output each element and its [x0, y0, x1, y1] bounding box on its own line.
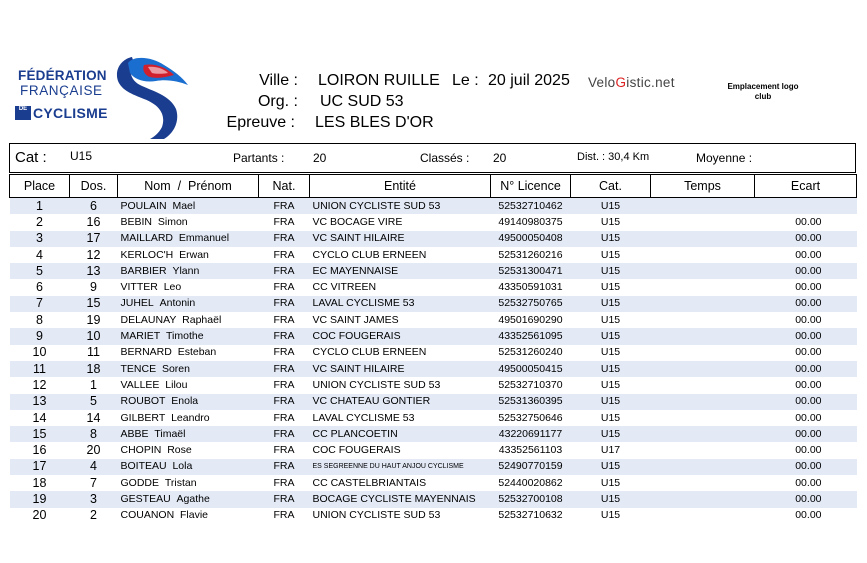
- cell-nat: FRA: [259, 426, 310, 442]
- cell-place: 14: [32, 410, 47, 425]
- cell-temps: [651, 410, 755, 426]
- cell-nom: BARBIER: [120, 264, 167, 277]
- cell-nat: FRA: [259, 459, 310, 475]
- cell-place: 13: [10, 394, 70, 410]
- cell-licence: 49500050408: [491, 231, 571, 247]
- cell-place: 10: [32, 345, 47, 360]
- cell-cat: U15: [600, 346, 621, 359]
- cell-nat: FRA: [259, 296, 310, 312]
- cell-nom-prenom: [118, 459, 259, 475]
- cell-cat: U15: [600, 313, 621, 326]
- cell-nat: FRA: [273, 476, 295, 489]
- partants-label: Partants :: [233, 151, 285, 165]
- col-header-licence: N° Licence: [491, 175, 571, 198]
- cell-nat: FRA: [273, 281, 295, 294]
- cell-entite: ES SEGREENNE DU HAUT ANJOU CYCLISME: [310, 459, 491, 475]
- cell-temps: [651, 345, 755, 361]
- table-header-row: [10, 175, 857, 198]
- table-row: [10, 475, 857, 491]
- cell-nom-prenom: [118, 247, 259, 263]
- cell-ecart: 00.00: [755, 328, 857, 344]
- cell-nat: FRA: [273, 378, 295, 391]
- cell-dos: 11: [87, 345, 100, 360]
- cell-ecart: 00.00: [755, 426, 857, 442]
- cell-nom: ROUBOT: [120, 395, 166, 408]
- distance-value: Dist. : 30,4 Km: [577, 151, 650, 163]
- cell-entite: COC FOUGERAIS: [312, 444, 401, 457]
- cell-ecart: 00.00: [795, 444, 822, 457]
- cell-nom-prenom: [118, 231, 259, 247]
- cell-licence: 52532710462: [491, 198, 571, 215]
- cell-prenom: Erwan: [179, 248, 209, 261]
- cell-nom: BOITEAU: [120, 460, 167, 473]
- cell-temps: [651, 296, 755, 312]
- table-row: [10, 377, 857, 393]
- cell-temps: [651, 361, 755, 377]
- col-header-nat: Nat.: [259, 175, 310, 198]
- cell-prenom: Leo: [163, 281, 182, 294]
- cell-ecart: 00.00: [755, 394, 857, 410]
- cell-place: 17: [10, 459, 70, 475]
- cell-entite: CYCLO CLUB ERNEEN: [312, 248, 427, 261]
- cell-nat: FRA: [259, 198, 310, 215]
- cell-place: 16: [32, 443, 47, 458]
- table-row: [10, 394, 857, 410]
- table-row: [10, 442, 857, 458]
- cell-place: 11: [10, 361, 70, 377]
- cell-place: 6: [36, 280, 43, 295]
- cell-temps: [651, 198, 755, 215]
- cell-nom: COUANON: [120, 509, 175, 522]
- col-header-entite: Entité: [310, 175, 491, 198]
- cell-ecart: [755, 198, 857, 215]
- cell-dos: 14: [86, 410, 101, 425]
- cell-prenom: Timothe: [166, 330, 204, 343]
- cell-dos: 8: [70, 426, 118, 442]
- cell-entite: VC SAINT JAMES: [312, 313, 399, 326]
- cell-ecart: 00.00: [795, 248, 822, 261]
- cell-prenom: Timaël: [154, 427, 186, 440]
- cell-cat: U17: [600, 444, 621, 457]
- cell-nom: MARIET: [120, 330, 161, 343]
- cell-nat: FRA: [259, 328, 310, 344]
- table-row: [10, 263, 857, 279]
- cell-temps: [651, 459, 755, 475]
- cell-licence: 52531360395: [491, 394, 571, 410]
- cell-prenom: Agathe: [176, 492, 210, 505]
- cell-ecart: 00.00: [795, 411, 822, 424]
- cell-nat: FRA: [259, 394, 310, 410]
- logo-line-de: DE: [15, 106, 31, 120]
- cell-nat: FRA: [259, 361, 310, 377]
- cell-place: 20: [32, 508, 47, 523]
- club-logo-placeholder: Emplacement logo club: [727, 82, 799, 101]
- cell-dos: 4: [70, 459, 118, 475]
- cell-nom-prenom: [118, 410, 259, 426]
- cell-entite: VC BOCAGE VIRE: [312, 215, 403, 228]
- cell-cat: U15: [571, 491, 651, 507]
- cell-nom: POULAIN: [120, 199, 167, 212]
- results-table: [9, 174, 857, 524]
- cell-dos: 16: [86, 214, 101, 229]
- cell-licence: 52490770159: [491, 459, 571, 475]
- org-label: Org. :: [257, 93, 298, 110]
- epreuve-value: LES BLES D'OR: [315, 114, 434, 131]
- cell-dos: 15: [70, 296, 118, 312]
- cell-nat: FRA: [273, 215, 295, 228]
- cell-place: 5: [10, 263, 70, 279]
- cell-prenom: Tristan: [164, 476, 197, 489]
- table-row: [10, 361, 857, 377]
- cat-label: Cat :: [15, 149, 47, 166]
- table-row: [10, 279, 857, 295]
- cell-nom-prenom: [118, 491, 259, 507]
- cell-place: 3: [10, 231, 70, 247]
- cell-dos: 12: [86, 247, 101, 262]
- cell-ecart: 00.00: [755, 491, 857, 507]
- cell-cat: U15: [571, 263, 651, 279]
- cell-nom: CHOPIN: [120, 444, 162, 457]
- cell-temps: [651, 442, 755, 458]
- cell-prenom: Emmanuel: [178, 232, 230, 245]
- cell-nom: GODDE: [120, 476, 160, 489]
- cell-cat: U15: [600, 509, 621, 522]
- cell-nat: FRA: [273, 411, 295, 424]
- cell-licence: 52531260216: [498, 248, 563, 261]
- cell-cat: U15: [571, 394, 651, 410]
- cell-nom-prenom: [118, 508, 259, 524]
- cell-temps: [651, 377, 755, 393]
- cell-licence: 52532750646: [498, 411, 563, 424]
- cell-dos: 6: [70, 198, 118, 215]
- cell-licence: 49500050415: [491, 361, 571, 377]
- cell-entite: VC CHATEAU GONTIER: [310, 394, 491, 410]
- cell-licence: 52532700108: [491, 491, 571, 507]
- cell-licence: 52440020862: [498, 476, 563, 489]
- cell-dos: 13: [70, 263, 118, 279]
- race-info-bar: [9, 143, 856, 173]
- cell-entite: COC FOUGERAIS: [310, 328, 491, 344]
- cell-nom-prenom: [118, 214, 259, 230]
- cell-nom-prenom: [118, 279, 259, 295]
- cell-ecart: 00.00: [795, 476, 822, 489]
- cell-licence: 52532750765: [491, 296, 571, 312]
- ville-label: Ville :: [259, 72, 298, 89]
- cell-nom: BERNARD: [120, 346, 172, 359]
- cell-place: 1: [10, 198, 70, 215]
- cell-place: 9: [10, 328, 70, 344]
- cell-dos: 5: [70, 394, 118, 410]
- cell-dos: 19: [86, 312, 101, 327]
- epreuve-label: Epreuve :: [226, 114, 295, 131]
- cell-entite: BOCAGE CYCLISTE MAYENNAIS: [310, 491, 491, 507]
- cell-temps: [651, 491, 755, 507]
- cell-entite: LAVAL CYCLISME 53: [312, 411, 415, 424]
- cell-nom-prenom: [118, 328, 259, 344]
- cell-nom-prenom: [118, 312, 259, 328]
- table-row: [10, 491, 857, 507]
- col-header-nom: Nom / Prénom: [118, 175, 259, 198]
- cell-cat: U15: [571, 296, 651, 312]
- cell-nom-prenom: [118, 394, 259, 410]
- classes-value: 20: [493, 151, 507, 165]
- cell-prenom: Raphaël: [182, 313, 222, 326]
- cell-licence: 49501690290: [498, 313, 563, 326]
- cell-ecart: 00.00: [795, 346, 822, 359]
- date-label: Le :: [452, 72, 479, 89]
- cell-entite: CC PLANCOETIN: [310, 426, 491, 442]
- cell-temps: [651, 231, 755, 247]
- cell-prenom: Ylann: [172, 264, 200, 277]
- cell-cat: U15: [571, 198, 651, 215]
- cell-nom: BEBIN: [120, 215, 153, 228]
- cell-entite: UNION CYCLISTE SUD 53: [312, 509, 441, 522]
- cell-ecart: 00.00: [755, 459, 857, 475]
- cell-nom: ABBE: [120, 427, 149, 440]
- cell-ecart: 00.00: [755, 361, 857, 377]
- cell-place: 18: [32, 475, 47, 490]
- cell-prenom: Esteban: [177, 346, 217, 359]
- cell-prenom: Lola: [172, 460, 193, 473]
- cell-temps: [651, 328, 755, 344]
- cell-temps: [651, 247, 755, 263]
- cell-temps: [651, 426, 755, 442]
- table-row: [10, 459, 857, 475]
- cell-prenom: Soren: [161, 362, 190, 375]
- cell-nat: FRA: [259, 491, 310, 507]
- cell-entite: CC CASTELBRIANTAIS: [312, 476, 427, 489]
- col-header-dos: Dos.: [70, 175, 118, 198]
- cell-nat: FRA: [273, 313, 295, 326]
- cell-dos: 17: [70, 231, 118, 247]
- cell-cat: U15: [571, 426, 651, 442]
- cell-prenom: Leandro: [171, 411, 210, 424]
- cell-cat: U15: [600, 411, 621, 424]
- cell-place: 19: [10, 491, 70, 507]
- cell-nom-prenom: [118, 377, 259, 393]
- cell-dos: 20: [86, 443, 101, 458]
- cell-cat: U15: [600, 476, 621, 489]
- cell-place: 4: [36, 247, 43, 262]
- cell-dos: 7: [90, 475, 97, 490]
- cell-temps: [651, 475, 755, 491]
- cell-licence: 43220691177: [491, 426, 571, 442]
- cell-entite: VC SAINT HILAIRE: [310, 231, 491, 247]
- ville-value: LOIRON RUILLE: [318, 72, 440, 89]
- cell-nat: FRA: [273, 444, 295, 457]
- cell-dos: 9: [90, 280, 97, 295]
- cell-dos: 18: [70, 361, 118, 377]
- cell-temps: [651, 508, 755, 524]
- col-header-place: Place: [10, 175, 70, 198]
- date-value: 20 juil 2025: [488, 72, 570, 89]
- cell-nom: VALLEE: [120, 378, 160, 391]
- cell-nom: DELAUNAY: [120, 313, 177, 326]
- cell-cat: U15: [571, 459, 651, 475]
- cell-cat: U15: [571, 231, 651, 247]
- cell-ecart: 00.00: [795, 215, 822, 228]
- cell-licence: 52531260240: [498, 346, 563, 359]
- partants-value: 20: [313, 151, 327, 165]
- cell-entite: UNION CYCLISTE SUD 53: [310, 198, 491, 215]
- cell-prenom: Antonin: [159, 297, 196, 310]
- cell-prenom: Simon: [157, 215, 188, 228]
- table-row: [10, 214, 857, 230]
- cell-place: 15: [10, 426, 70, 442]
- cell-entite: EC MAYENNAISE: [310, 263, 491, 279]
- cell-cat: U15: [571, 328, 651, 344]
- col-header-temps: Temps: [651, 175, 755, 198]
- classes-label: Classés :: [420, 151, 470, 165]
- table-row: [10, 345, 857, 361]
- cell-nom: TENCE: [120, 362, 157, 375]
- cell-entite: LAVAL CYCLISME 53: [310, 296, 491, 312]
- cell-nat: FRA: [273, 509, 295, 522]
- cell-cat: U15: [600, 281, 621, 294]
- table-row: [10, 328, 857, 344]
- cell-cat: U15: [600, 378, 621, 391]
- cell-entite: VC SAINT HILAIRE: [310, 361, 491, 377]
- cell-temps: [651, 263, 755, 279]
- cell-licence: 52532710632: [498, 509, 563, 522]
- cell-temps: [651, 279, 755, 295]
- cell-place: 7: [10, 296, 70, 312]
- ffc-emblem-icon: [104, 55, 204, 140]
- cell-nom-prenom: [118, 263, 259, 279]
- cell-dos: 2: [90, 508, 97, 523]
- cell-ecart: 00.00: [755, 231, 857, 247]
- cell-nom-prenom: [118, 361, 259, 377]
- cell-nat: FRA: [273, 346, 295, 359]
- table-row: [10, 247, 857, 263]
- table-row: [10, 410, 857, 426]
- table-row: [10, 296, 857, 312]
- cell-nom: MAILLARD: [120, 232, 174, 245]
- cell-nom-prenom: [118, 442, 259, 458]
- col-header-cat: Cat.: [571, 175, 651, 198]
- cell-licence: 52531300471: [491, 263, 571, 279]
- table-row: [10, 426, 857, 442]
- cell-licence: 43352561095: [491, 328, 571, 344]
- cell-nom-prenom: [118, 475, 259, 491]
- velogistic-brand: VeloGistic.net: [588, 75, 675, 90]
- cell-place: 8: [36, 312, 43, 327]
- cell-licence: 43350591031: [498, 281, 563, 294]
- cell-temps: [651, 394, 755, 410]
- cell-temps: [651, 312, 755, 328]
- cell-dos: 10: [70, 328, 118, 344]
- cell-place: 12: [32, 377, 47, 392]
- ffc-logo: [12, 55, 202, 140]
- cell-entite: CYCLO CLUB ERNEEN: [312, 346, 427, 359]
- logo-line-francaise: FRANÇAISE: [20, 83, 103, 98]
- cell-nom-prenom: [118, 345, 259, 361]
- cell-prenom: Enola: [171, 395, 199, 408]
- table-row: [10, 508, 857, 524]
- table-row: [10, 198, 857, 215]
- cell-entite: CC VITREEN: [312, 281, 377, 294]
- org-value: UC SUD 53: [320, 93, 404, 110]
- logo-line-federation: FÉDÉRATION: [18, 68, 107, 83]
- moyenne-label: Moyenne :: [696, 151, 753, 165]
- cell-dos: 3: [70, 491, 118, 507]
- table-row: [10, 312, 857, 328]
- cell-nat: FRA: [259, 263, 310, 279]
- cat-value: U15: [70, 149, 93, 163]
- cell-entite: UNION CYCLISTE SUD 53: [312, 378, 441, 391]
- logo-line-cyclisme: CYCLISME: [33, 105, 108, 121]
- cell-nom-prenom: [118, 296, 259, 312]
- cell-licence: 52532710370: [498, 378, 563, 391]
- cell-nom-prenom: [118, 198, 259, 215]
- cell-ecart: 00.00: [795, 281, 822, 294]
- cell-temps: [651, 214, 755, 230]
- cell-nom: JUHEL: [120, 297, 154, 310]
- cell-dos: 1: [90, 377, 97, 392]
- cell-nom: KERLOC'H: [120, 248, 174, 261]
- table-row: [10, 231, 857, 247]
- col-header-ecart: Ecart: [755, 175, 857, 198]
- cell-nat: FRA: [259, 231, 310, 247]
- cell-prenom: Rose: [167, 444, 192, 457]
- cell-ecart: 00.00: [795, 313, 822, 326]
- cell-prenom: Flavie: [180, 509, 209, 522]
- cell-ecart: 00.00: [755, 263, 857, 279]
- cell-nom-prenom: [118, 426, 259, 442]
- cell-ecart: 00.00: [795, 509, 822, 522]
- cell-cat: U15: [600, 215, 621, 228]
- cell-prenom: Lilou: [165, 378, 188, 391]
- cell-licence: 49140980375: [498, 215, 563, 228]
- cell-nom: GESTEAU: [120, 492, 171, 505]
- cell-ecart: 00.00: [755, 296, 857, 312]
- cell-place: 2: [36, 214, 43, 229]
- cell-licence: 43352561103: [498, 444, 563, 457]
- cell-cat: U15: [600, 248, 621, 261]
- cell-nom: GILBERT: [120, 411, 166, 424]
- cell-prenom: Mael: [172, 199, 196, 212]
- cell-cat: U15: [571, 361, 651, 377]
- cell-ecart: 00.00: [795, 378, 822, 391]
- cell-nat: FRA: [273, 248, 295, 261]
- cell-nom: VITTER: [120, 281, 158, 294]
